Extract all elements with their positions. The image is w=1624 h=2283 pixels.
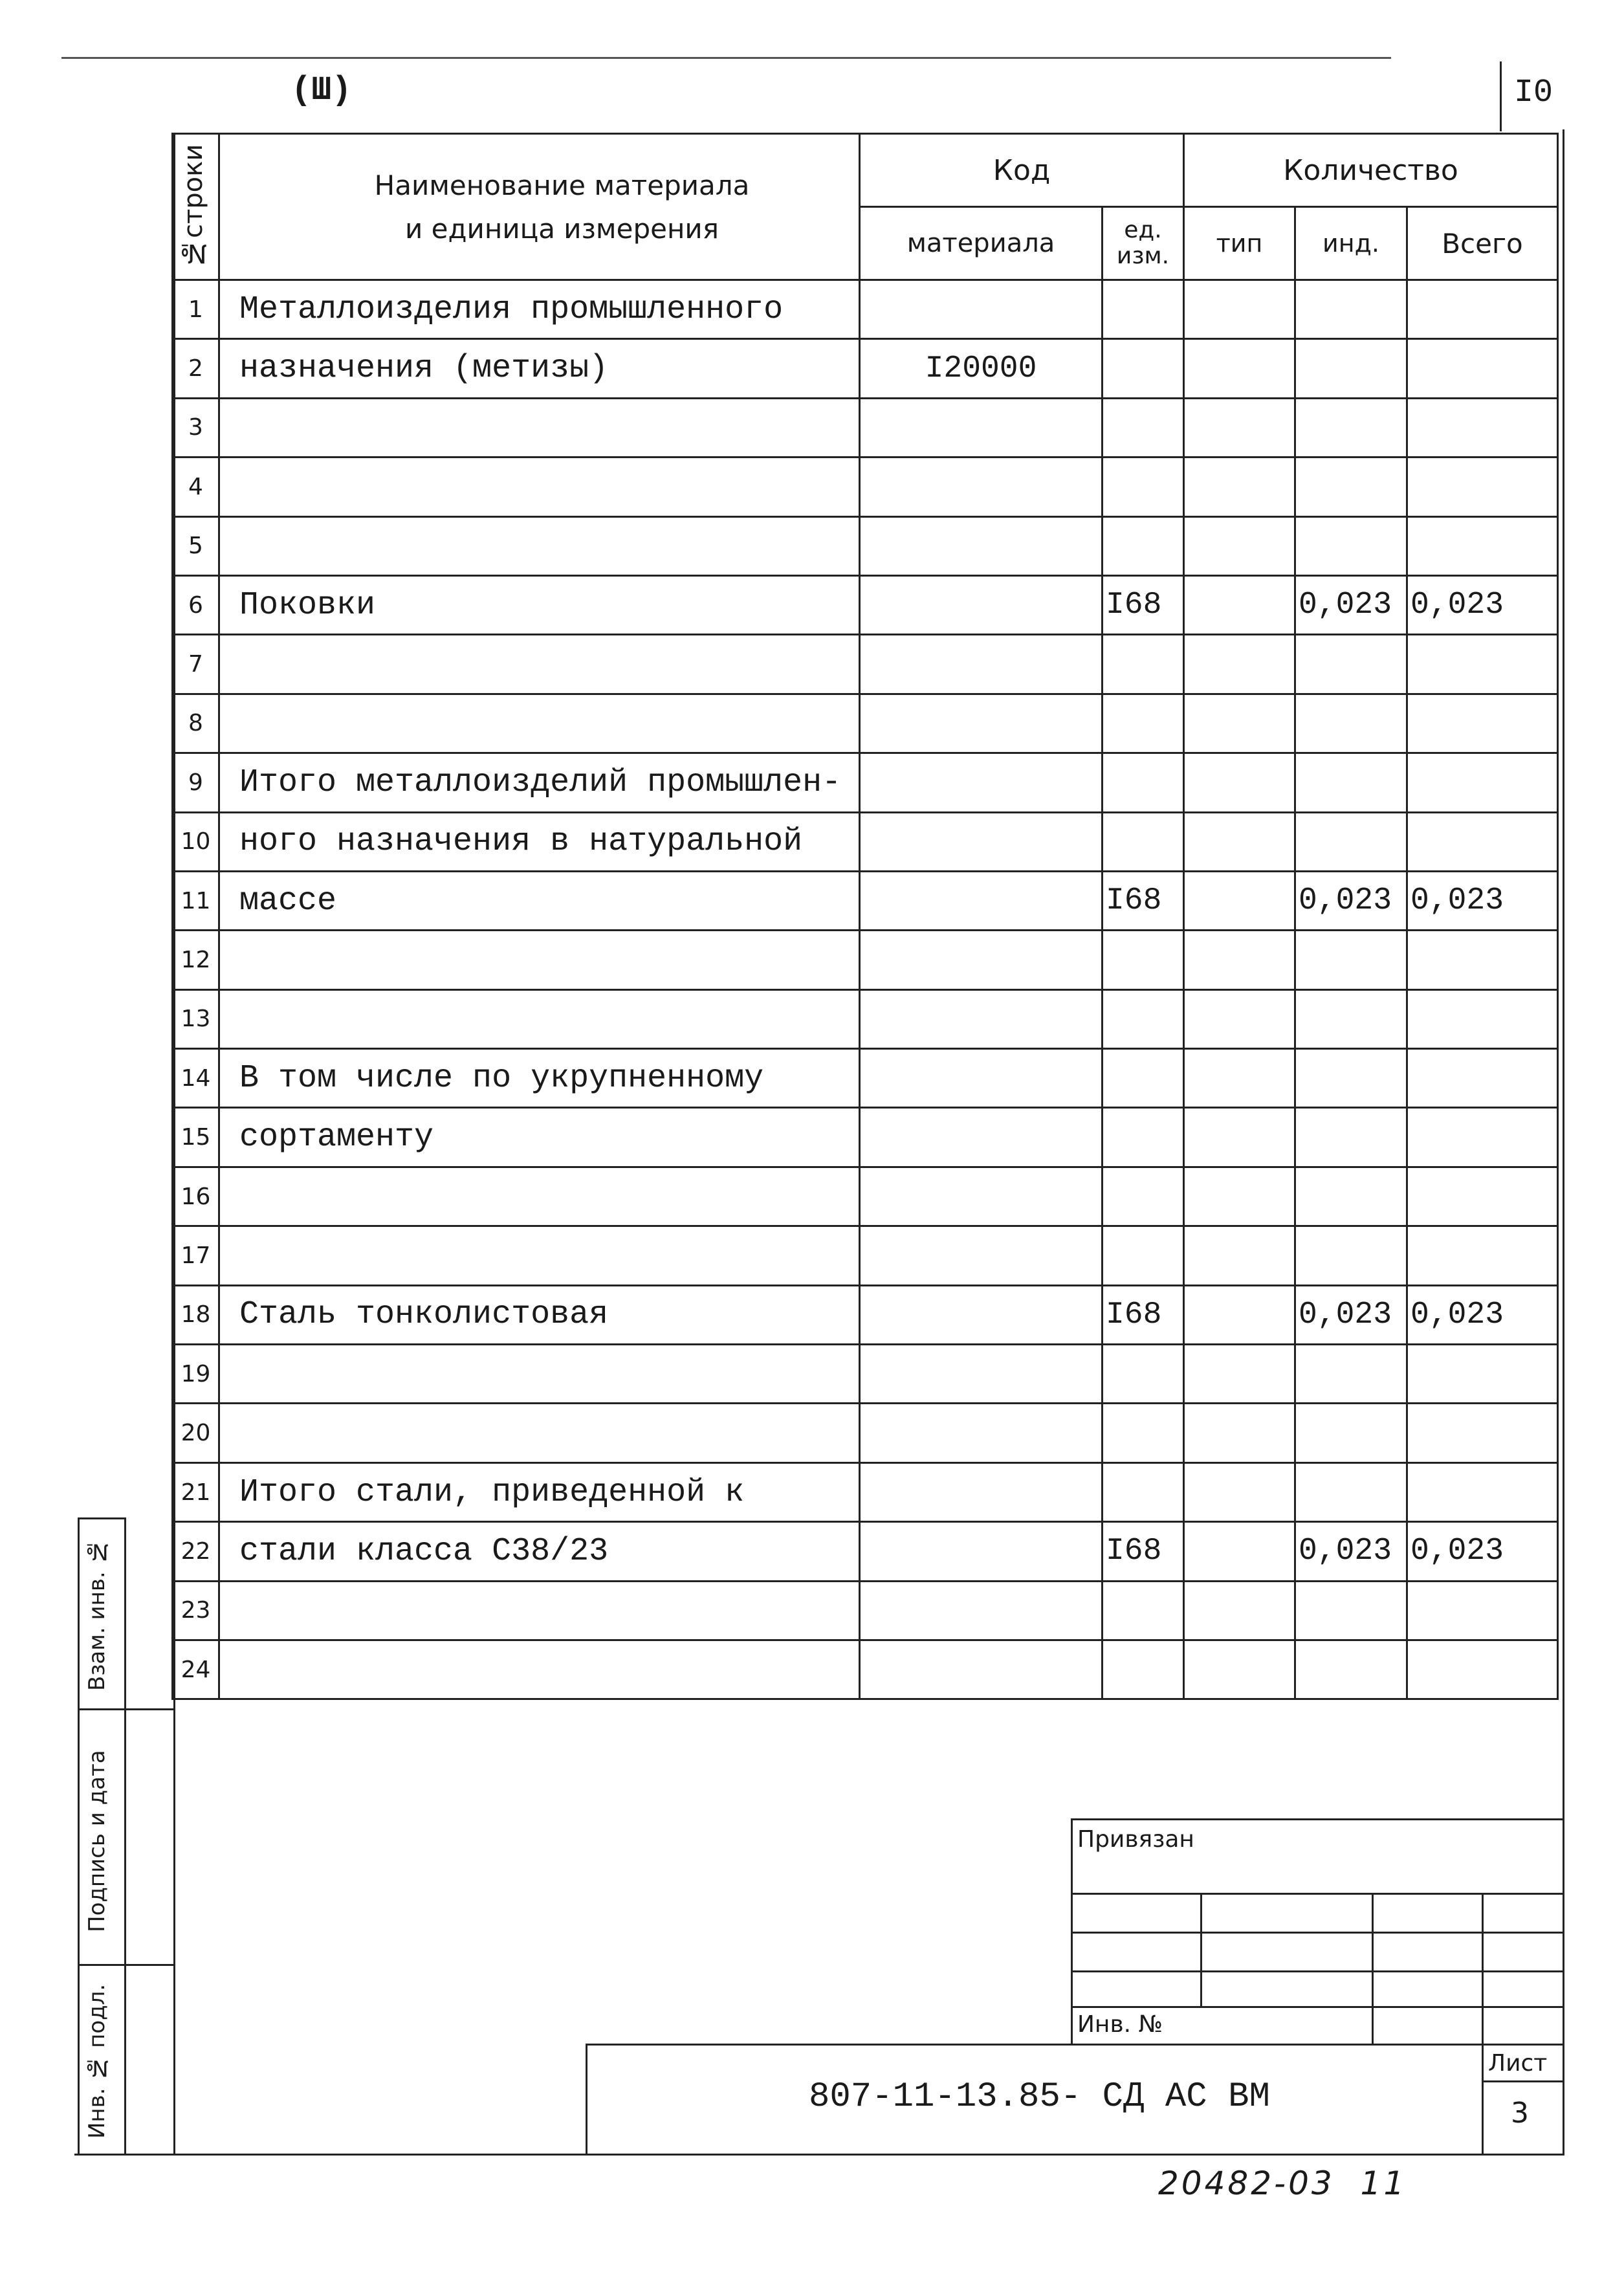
unit-code-cell: I68	[1103, 575, 1184, 634]
material-name-cell: Итого стали, приведенной к	[219, 1462, 860, 1521]
material-name-cell	[219, 1345, 860, 1404]
unit-code-cell	[1103, 1404, 1184, 1462]
type-qty-cell	[1184, 458, 1295, 516]
unit-code-cell: I68	[1103, 1285, 1184, 1344]
right-border-line	[1563, 129, 1564, 2155]
material-code-cell	[860, 1462, 1103, 1521]
material-code-cell: I20000	[860, 339, 1103, 398]
ind-qty-cell: 0,023	[1295, 1285, 1407, 1344]
material-code-cell	[860, 989, 1103, 1048]
type-qty-cell	[1184, 753, 1295, 812]
handwritten-archive-number: 20482-03 11	[1158, 2165, 1407, 2202]
total-qty-cell	[1407, 1404, 1558, 1462]
row-number-cell: 16	[173, 1167, 219, 1226]
unit-code-cell	[1103, 812, 1184, 871]
side-col-top	[78, 1517, 126, 1519]
total-qty-cell	[1407, 1226, 1558, 1285]
total-qty-cell	[1407, 1640, 1558, 1699]
unit-code-cell	[1103, 1581, 1184, 1640]
type-header: тип	[1184, 207, 1295, 280]
ind-qty-cell: 0,023	[1295, 1522, 1407, 1581]
ind-qty-cell	[1295, 1581, 1407, 1640]
row-number-cell: 5	[173, 516, 219, 575]
material-code-cell	[860, 398, 1103, 457]
stamp-top	[1071, 1818, 1564, 1820]
total-qty-cell	[1407, 458, 1558, 516]
material-name-cell: Металлоизделия промышленного	[219, 280, 860, 339]
material-code-cell	[860, 1167, 1103, 1226]
table-row	[173, 812, 1558, 871]
table-row	[173, 575, 1558, 634]
replace-inv-label: Взам. инв. №	[84, 1538, 110, 1691]
ind-qty-cell	[1295, 1462, 1407, 1521]
type-qty-cell	[1184, 1522, 1295, 1581]
unit-code-cell	[1103, 398, 1184, 457]
material-name-cell: Сталь тонколистовая	[219, 1285, 860, 1344]
type-qty-cell	[1184, 1581, 1295, 1640]
row-number-cell: 6	[173, 575, 219, 634]
material-name-cell: стали класса С38/23	[219, 1522, 860, 1581]
total-qty-cell	[1407, 516, 1558, 575]
unit-code-cell	[1103, 1167, 1184, 1226]
ind-header: инд.	[1295, 207, 1407, 280]
unit-code-cell: I68	[1103, 1522, 1184, 1581]
material-name-cell: ного назначения в натуральной	[219, 812, 860, 871]
type-qty-cell	[1184, 635, 1295, 694]
total-qty-cell	[1407, 1049, 1558, 1108]
total-qty-cell: 0,023	[1407, 1522, 1558, 1581]
ind-qty-cell	[1295, 753, 1407, 812]
material-name-cell	[219, 516, 860, 575]
row-number-cell: 1	[173, 280, 219, 339]
row-number-cell: 8	[173, 694, 219, 753]
unit-code-cell	[1103, 694, 1184, 753]
ind-qty-cell: 0,023	[1295, 575, 1407, 634]
total-qty-cell	[1407, 694, 1558, 753]
name-header	[219, 134, 860, 280]
material-name-cell: назначения (метизы)	[219, 339, 860, 398]
side-col-inner	[124, 1517, 126, 2155]
table-row	[173, 339, 1558, 398]
stamp-vcol2	[1372, 1893, 1374, 2045]
row-number-cell: 4	[173, 458, 219, 516]
stamp-row4	[1071, 2006, 1564, 2008]
ind-qty-cell	[1295, 1108, 1407, 1167]
material-name-cell: Поковки	[219, 575, 860, 634]
type-qty-cell	[1184, 1404, 1295, 1462]
type-qty-cell	[1184, 1049, 1295, 1108]
material-code-cell	[860, 516, 1103, 575]
total-qty-cell	[1407, 398, 1558, 457]
material-code-cell	[860, 931, 1103, 989]
table-row	[173, 1581, 1558, 1640]
material-code-cell	[860, 280, 1103, 339]
row-number-cell: 19	[173, 1345, 219, 1404]
unit-code-cell	[1103, 280, 1184, 339]
document-code: 807-11-13.85- СД АС ВМ	[809, 2077, 1270, 2117]
ind-qty-cell	[1295, 1404, 1407, 1462]
material-name-cell	[219, 398, 860, 457]
unit-header: ед. изм.	[1103, 207, 1184, 280]
type-qty-cell	[1184, 1285, 1295, 1344]
doc-box-left	[586, 2044, 587, 2155]
unit-code-cell	[1103, 1462, 1184, 1521]
side-col-div2	[78, 1964, 175, 1966]
table-row	[173, 871, 1558, 930]
row-number-cell: 10	[173, 812, 219, 871]
material-name-cell: Итого металлоизделий промышлен-	[219, 753, 860, 812]
type-qty-cell	[1184, 871, 1295, 930]
total-qty-cell	[1407, 989, 1558, 1048]
row-number-cell: 7	[173, 635, 219, 694]
row-number-cell: 24	[173, 1640, 219, 1699]
row-number-header	[173, 134, 219, 280]
material-name-cell	[219, 1581, 860, 1640]
sheet-number: 3	[1511, 2097, 1529, 2130]
unit-code-cell	[1103, 458, 1184, 516]
material-code-cell	[860, 812, 1103, 871]
material-code-cell	[860, 871, 1103, 930]
table-row	[173, 280, 1558, 339]
unit-code-cell	[1103, 635, 1184, 694]
top-border-line	[61, 57, 1391, 59]
table-row	[173, 1167, 1558, 1226]
material-name-cell	[219, 1167, 860, 1226]
total-qty-cell	[1407, 1581, 1558, 1640]
ind-qty-cell	[1295, 1640, 1407, 1699]
unit-code-cell	[1103, 931, 1184, 989]
unit-code-cell	[1103, 1226, 1184, 1285]
ind-qty-cell	[1295, 1167, 1407, 1226]
total-qty-cell	[1407, 1462, 1558, 1521]
stamp-row2	[1071, 1932, 1564, 1934]
type-qty-cell	[1184, 1226, 1295, 1285]
row-number-cell: 14	[173, 1049, 219, 1108]
material-name-cell	[219, 1404, 860, 1462]
row-number-cell: 23	[173, 1581, 219, 1640]
material-name-cell	[219, 1226, 860, 1285]
ind-qty-cell	[1295, 989, 1407, 1048]
total-qty-cell	[1407, 339, 1558, 398]
total-qty-cell: 0,023	[1407, 575, 1558, 634]
ind-qty-cell	[1295, 635, 1407, 694]
ind-qty-cell	[1295, 1226, 1407, 1285]
inv-no-label: Инв. №	[1077, 2011, 1163, 2038]
unit-code-cell	[1103, 1108, 1184, 1167]
material-code-cell	[860, 1226, 1103, 1285]
material-code-cell	[860, 458, 1103, 516]
table-row	[173, 1640, 1558, 1699]
row-number-cell: 9	[173, 753, 219, 812]
bound-label: Привязан	[1077, 1826, 1194, 1853]
stamp-row3	[1071, 1970, 1564, 1972]
material-name-cell	[219, 989, 860, 1048]
type-qty-cell	[1184, 1462, 1295, 1521]
ind-qty-cell	[1295, 339, 1407, 398]
material-code-cell	[860, 1522, 1103, 1581]
table-row	[173, 1345, 1558, 1404]
total-header: Всего	[1407, 207, 1558, 280]
table-row	[173, 1049, 1558, 1108]
ind-qty-cell	[1295, 398, 1407, 457]
table-row	[173, 398, 1558, 457]
total-qty-cell	[1407, 280, 1558, 339]
type-qty-cell	[1184, 989, 1295, 1048]
ind-qty-cell	[1295, 516, 1407, 575]
sheet-label: Лист	[1488, 2050, 1548, 2077]
type-qty-cell	[1184, 280, 1295, 339]
name-header-line2: и единица измерения	[405, 212, 719, 245]
material-code-cell	[860, 1581, 1103, 1640]
ind-qty-cell	[1295, 931, 1407, 989]
table-row	[173, 516, 1558, 575]
ind-qty-cell	[1295, 458, 1407, 516]
total-qty-cell: 0,023	[1407, 1285, 1558, 1344]
table-row	[173, 1108, 1558, 1167]
material-code-cell	[860, 1404, 1103, 1462]
row-number-cell: 15	[173, 1108, 219, 1167]
type-qty-cell	[1184, 516, 1295, 575]
row-number-cell: 12	[173, 931, 219, 989]
row-number-cell: 18	[173, 1285, 219, 1344]
row-number-cell: 13	[173, 989, 219, 1048]
total-qty-cell: 0,023	[1407, 871, 1558, 930]
total-qty-cell	[1407, 931, 1558, 989]
unit-code-cell: I68	[1103, 871, 1184, 930]
ind-qty-cell	[1295, 694, 1407, 753]
type-qty-cell	[1184, 812, 1295, 871]
total-qty-cell	[1407, 753, 1558, 812]
table-row	[173, 694, 1558, 753]
unit-code-cell	[1103, 989, 1184, 1048]
type-qty-cell	[1184, 694, 1295, 753]
material-code-cell	[860, 635, 1103, 694]
material-code-cell	[860, 1345, 1103, 1404]
unit-code-cell	[1103, 339, 1184, 398]
table-row	[173, 1522, 1558, 1581]
material-name-cell	[219, 694, 860, 753]
side-col-div1	[78, 1708, 175, 1710]
row-number-cell: 21	[173, 1462, 219, 1521]
material-code-cell	[860, 1640, 1103, 1699]
code-header: Код	[860, 134, 1184, 207]
material-name-cell	[219, 1640, 860, 1699]
type-qty-cell	[1184, 1167, 1295, 1226]
table-body	[173, 280, 1558, 1699]
bottom-border-line	[74, 2154, 1564, 2156]
material-name-cell: сортаменту	[219, 1108, 860, 1167]
section-mark: (Ш)	[291, 71, 352, 109]
material-code-cell	[860, 1049, 1103, 1108]
material-code-header: материала	[860, 207, 1103, 280]
total-qty-cell	[1407, 1108, 1558, 1167]
doc-box-top	[586, 2044, 1564, 2046]
row-number-cell: 11	[173, 871, 219, 930]
side-col-left	[78, 1517, 80, 2155]
row-number-cell: 2	[173, 339, 219, 398]
inv-original-label: Инв. № подл.	[84, 1983, 110, 2139]
page-number: I0	[1514, 74, 1553, 111]
material-code-cell	[860, 694, 1103, 753]
ind-qty-cell: 0,023	[1295, 871, 1407, 930]
table-row	[173, 1285, 1558, 1344]
type-qty-cell	[1184, 339, 1295, 398]
row-number-header-label: №строки	[179, 144, 208, 268]
total-qty-cell	[1407, 1167, 1558, 1226]
material-code-cell	[860, 1285, 1103, 1344]
type-qty-cell	[1184, 1345, 1295, 1404]
total-qty-cell	[1407, 1345, 1558, 1404]
table-row	[173, 458, 1558, 516]
unit-code-cell	[1103, 753, 1184, 812]
unit-code-cell	[1103, 516, 1184, 575]
ind-qty-cell	[1295, 812, 1407, 871]
sheet-box-div	[1482, 2080, 1564, 2082]
total-qty-cell	[1407, 635, 1558, 694]
row-number-cell: 3	[173, 398, 219, 457]
material-name-cell: В том числе по укрупненному	[219, 1049, 860, 1108]
stamp-vcol1	[1200, 1893, 1202, 2006]
table-row	[173, 635, 1558, 694]
row-number-cell: 17	[173, 1226, 219, 1285]
type-qty-cell	[1184, 1108, 1295, 1167]
stamp-vcol3	[1482, 1893, 1484, 2155]
material-name-cell	[219, 458, 860, 516]
ind-qty-cell	[1295, 280, 1407, 339]
table-row	[173, 753, 1558, 812]
stamp-row1	[1071, 1893, 1564, 1895]
table-row	[173, 989, 1558, 1048]
type-qty-cell	[1184, 931, 1295, 989]
type-qty-cell	[1184, 398, 1295, 457]
name-header-line1: Наименование материала	[374, 169, 750, 201]
material-name-cell	[219, 931, 860, 989]
unit-code-cell	[1103, 1640, 1184, 1699]
table-row	[173, 1226, 1558, 1285]
material-name-cell	[219, 635, 860, 694]
table-row	[173, 1462, 1558, 1521]
material-code-cell	[860, 575, 1103, 634]
signature-date-label: Подпись и дата	[84, 1750, 110, 1932]
ind-qty-cell	[1295, 1049, 1407, 1108]
materials-table	[171, 133, 1559, 1700]
row-number-cell: 20	[173, 1404, 219, 1462]
page-number-divider	[1500, 61, 1502, 131]
material-name-cell: массе	[219, 871, 860, 930]
quantity-header: Количество	[1184, 134, 1558, 207]
table-row	[173, 1404, 1558, 1462]
table-row	[173, 931, 1558, 989]
material-code-cell	[860, 1108, 1103, 1167]
unit-code-cell	[1103, 1345, 1184, 1404]
type-qty-cell	[1184, 1640, 1295, 1699]
type-qty-cell	[1184, 575, 1295, 634]
material-code-cell	[860, 753, 1103, 812]
unit-code-cell	[1103, 1049, 1184, 1108]
ind-qty-cell	[1295, 1345, 1407, 1404]
total-qty-cell	[1407, 812, 1558, 871]
row-number-cell: 22	[173, 1522, 219, 1581]
